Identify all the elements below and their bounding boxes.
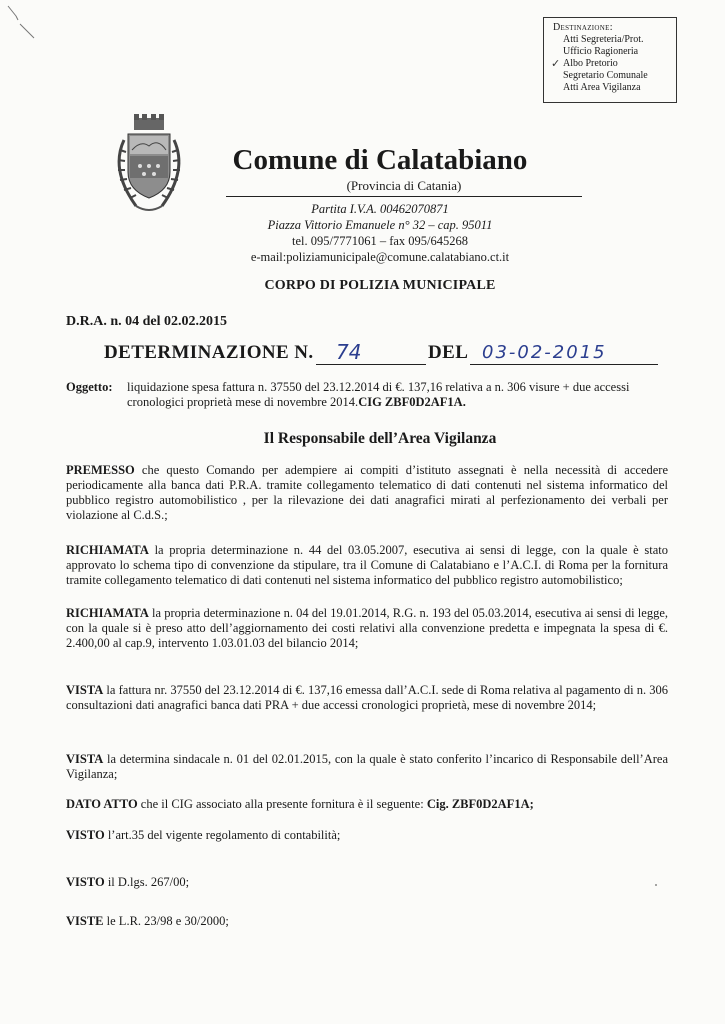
paragraph-lead: PREMESSO xyxy=(66,463,135,477)
date-label: DEL xyxy=(428,342,469,363)
paragraph-lead: VISTA xyxy=(66,752,104,766)
paragraph-lead: VISTE xyxy=(66,914,104,928)
vat-number: Partita I.V.A. 00462070871 xyxy=(311,202,449,216)
checkmark-icon: ✓ xyxy=(551,58,561,70)
paragraph-text: il D.lgs. 267/00; xyxy=(104,875,190,889)
paragraph-viste-lr xyxy=(66,914,668,929)
paragraph-premesso xyxy=(66,463,668,523)
paragraph-dato-atto xyxy=(66,797,668,812)
department-heading: CORPO DI POLIZIA MUNICIPALE xyxy=(264,278,496,293)
paragraph-text: la fattura nr. 37550 del 23.12.2014 di €. 137,16 emessa dall’A.C.I. sede di Roma relativa al pagamento di n. 306 consultazioni dati anagrafici banca dati PRA + due accessi cronologici proprietà, mese di novembre 2014; xyxy=(66,683,668,712)
scan-speck xyxy=(655,884,657,886)
paragraph-text: la propria determinazione n. 04 del 19.01.2014, R.G. n. 193 del 05.03.2014, esecutiva ai sensi di legge, con la quale si è preso atto dell’aggiornamento dei costi relativi alla convenzione predetta e impegnata la spesa di €. 2.400,00 al cap.9, intervento 1.03.01.03 del bilancio 2014; xyxy=(66,606,668,650)
destination-item-checked xyxy=(553,58,670,70)
destination-item: Ufficio Ragioneria xyxy=(563,46,639,57)
section-heading: Il Responsabile dell’Area Vigilanza xyxy=(263,430,497,447)
destination-item: Atti Area Vigilanza xyxy=(563,82,641,93)
paragraph-lead: VISTA xyxy=(66,683,104,697)
date-underline xyxy=(470,364,658,365)
subject-label: Oggetto: xyxy=(66,380,113,394)
destination-title: Destinazione: xyxy=(553,22,613,33)
address: Piazza Vittorio Emanuele n° 32 – cap. 95011 xyxy=(267,218,493,232)
subject-body: liquidazione spesa fattura n. 37550 del 23.12.2014 di €. 137,16 relativa a n. 306 visure + due accessi cronologici proprietà mese di novembre 2014. xyxy=(127,380,630,409)
paragraph-visto-dlgs xyxy=(66,875,668,890)
determination-label: DETERMINAZIONE N. xyxy=(104,342,314,363)
paragraph-richiamata-1 xyxy=(66,543,668,588)
paragraph-text: la determina sindacale n. 01 del 02.01.2015, con la quale è stato conferito l’incarico di Responsabile dell’Area Vigilanza; xyxy=(66,752,668,781)
destination-item: Segretario Comunale xyxy=(563,70,648,81)
paragraph-vista-determina xyxy=(66,752,668,782)
paragraph-cig: Cig. ZBF0D2AF1A; xyxy=(426,797,534,811)
paragraph-text: l’art.35 del vigente regolamento di contabilità; xyxy=(104,828,341,842)
determination-number-handwritten: 74 xyxy=(336,340,362,364)
municipality-title: Comune di Calatabiano xyxy=(232,144,528,176)
province-line: (Provincia di Catania) xyxy=(346,178,462,193)
header-rule xyxy=(226,196,582,197)
destination-item: Atti Segreteria/Prot. xyxy=(563,34,644,45)
number-underline xyxy=(316,364,426,365)
phone-fax: tel. 095/7771061 – fax 095/645268 xyxy=(291,234,469,248)
paragraph-text: che questo Comando per adempiere ai compiti d’istituto assegnati è nella necessità di accedere periodicamente alla banca dati P.R.A. tramite collegamento telematico di dati contenuti nel sistema informatico del pubblico registro automobilistico , per la rilevazione dei dati anagrafici mirati al perfezionamento dei verbali per violazione al C.d.S.; xyxy=(66,463,668,522)
paragraph-vista-fattura xyxy=(66,683,668,713)
paragraph-lead: VISTO xyxy=(66,828,105,842)
paragraph-text: le L.R. 23/98 e 30/2000; xyxy=(103,914,229,928)
corner-scan-mark xyxy=(6,4,36,40)
subject-cig: CIG ZBF0D2AF1A. xyxy=(358,395,466,409)
email: e-mail:poliziamunicipale@comune.calatabiano.ct.it xyxy=(250,250,510,264)
paragraph-lead: RICHIAMATA xyxy=(66,543,149,557)
paragraph-lead: VISTO xyxy=(66,875,105,889)
paragraph-text: che il CIG associato alla presente fornitura è il seguente: xyxy=(137,797,427,811)
destination-box xyxy=(543,17,677,103)
paragraph-text: la propria determinazione n. 44 del 03.05.2007, esecutiva ai sensi di legge, con la quale è stato approvato lo schema tipo di convenzione da stipulare, tra il Comune di Calatabiano e l’A.C.I. di Roma per la fornitura tramite collegamento telematico di dati contenuti nel sistema informatico del pubblico registro automobilistico; xyxy=(66,543,668,587)
dra-reference: D.R.A. n. 04 del 02.02.2015 xyxy=(66,314,228,329)
subject-text xyxy=(127,380,667,410)
paragraph-richiamata-2 xyxy=(66,606,668,651)
destination-item-label: Albo Pretorio xyxy=(563,58,618,69)
paragraph-lead: RICHIAMATA xyxy=(66,606,149,620)
paragraph-visto-art35 xyxy=(66,828,668,843)
determination-date-handwritten: 03-02-2015 xyxy=(482,342,607,363)
paragraph-lead: DATO ATTO xyxy=(66,797,138,811)
